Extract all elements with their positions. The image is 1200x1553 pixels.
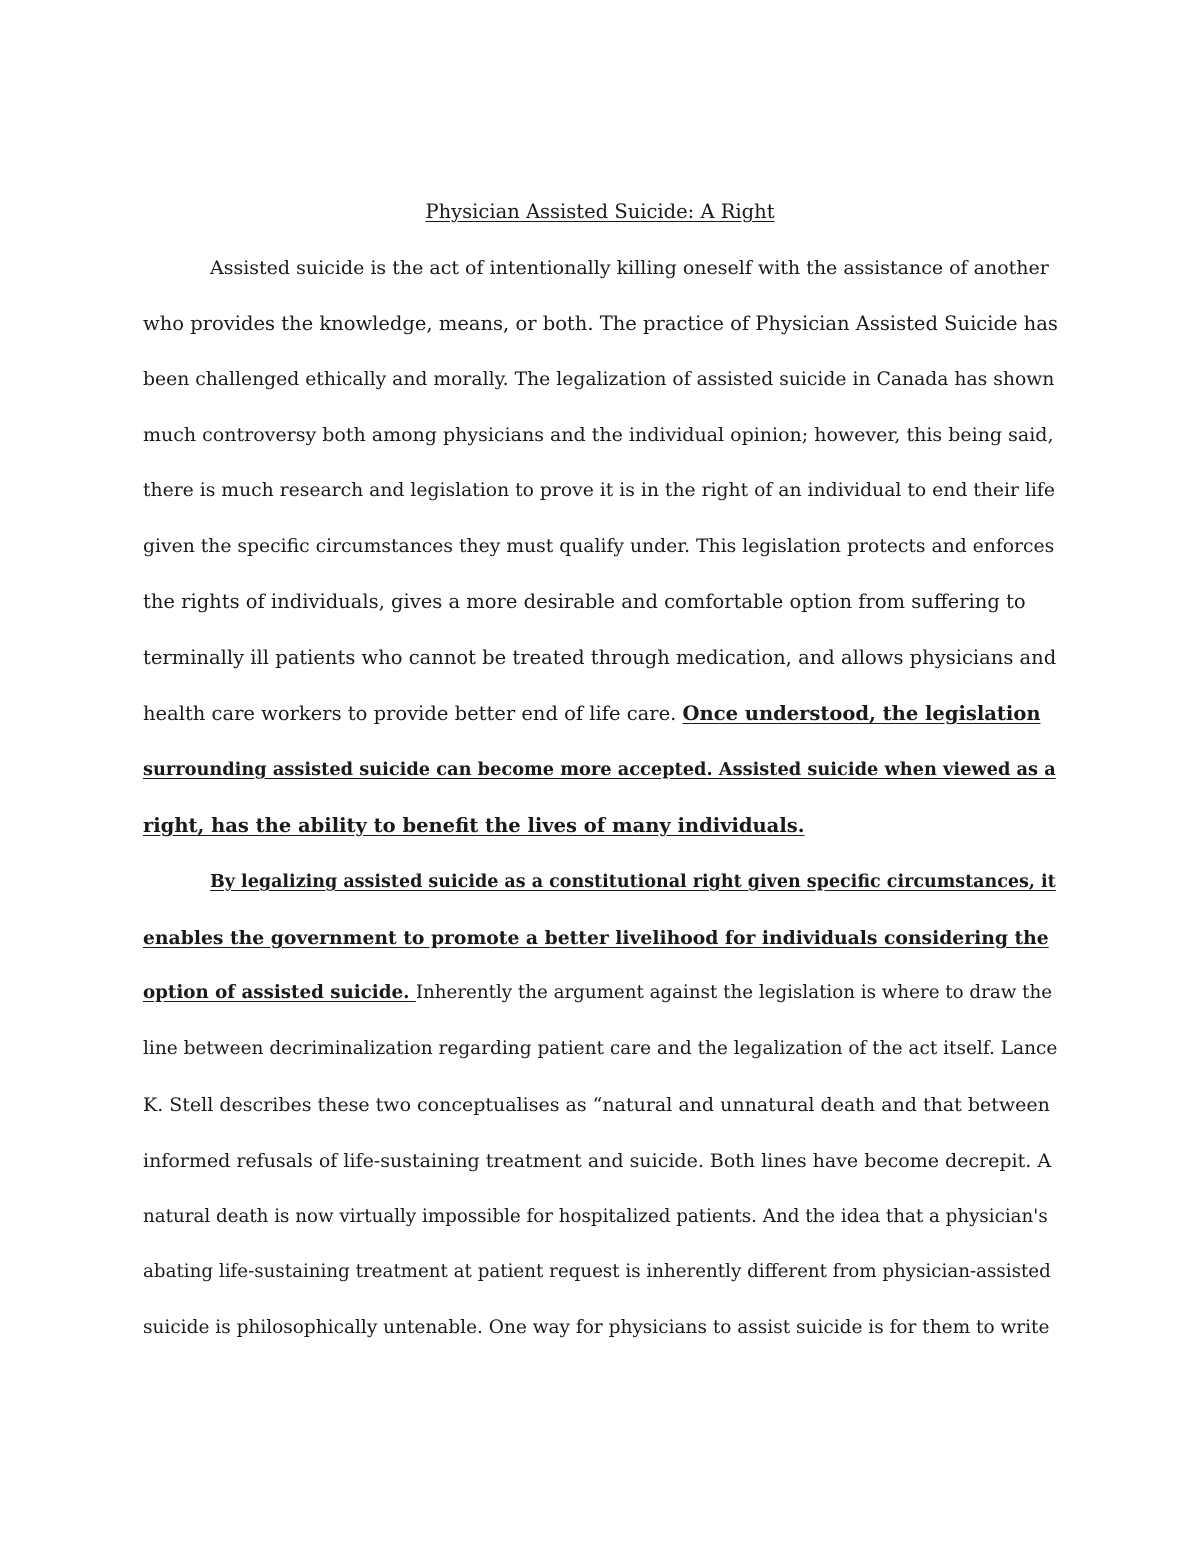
line-text: there is much research and legislation to prove it is in the right of an individual to end their life — [143, 480, 1055, 501]
document-title: Physician Assisted Suicide: A Right — [425, 200, 775, 223]
thesis-text: Once understood, the legislation — [682, 702, 1041, 725]
paragraph-line — [143, 979, 1052, 1007]
line-text: much controversy both among physicians and the individual opinion; however, this being said, — [143, 424, 1054, 446]
paragraph-line — [143, 1035, 1057, 1063]
line-text: been challenged ethically and morally. The legalization of assisted suicide in Canada has shown — [143, 369, 1055, 390]
paragraph-line — [143, 1203, 1048, 1231]
line-text: informed refusals of life-sustaining treatment and suicide. Both lines have become decrepit. A — [143, 1150, 1052, 1172]
line-text: Inherently the argument against the legislation is where to draw the — [415, 982, 1053, 1003]
paragraph-line — [143, 1091, 1050, 1119]
paragraph-line — [143, 700, 1041, 728]
paragraph-line — [143, 421, 1054, 449]
paragraph-line — [143, 1147, 1051, 1175]
topic-sentence-text: By legalizing assisted suicide as a constitutional right given specific circumstances, it — [210, 872, 1056, 892]
line-text: abating life-sustaining treatment at patient request is inherently different from physician-assisted — [143, 1261, 1051, 1282]
paragraph-line — [143, 644, 1056, 672]
line-text: line between decriminalization regarding patient care and the legalization of the act itself. Lance — [143, 1038, 1058, 1059]
topic-sentence-text: enables the government to promote a better livelihood for individuals considering the — [143, 927, 1049, 949]
paragraph-line — [143, 812, 805, 840]
topic-sentence-text: option of assisted suicide. — [143, 982, 416, 1003]
line-text: suicide is philosophically untenable. One way for physicians to assist suicide is for them to write — [143, 1317, 1050, 1338]
line-text: health care workers to provide better end of life care. — [143, 702, 683, 725]
thesis-text: surrounding assisted suicide can become more accepted. Assisted suicide when viewed as a — [143, 759, 1056, 780]
thesis-text: right, has the ability to benefit the lives of many individuals. — [143, 814, 805, 837]
paragraph-line — [210, 254, 1049, 282]
paragraph-line — [143, 533, 1054, 561]
line-text: the rights of individuals, gives a more desirable and comfortable option from suffering to — [143, 590, 1026, 613]
line-text: natural death is now virtually impossible for hospitalized patients. And the idea that a physician's — [143, 1206, 1048, 1227]
paragraph-line — [143, 924, 1049, 953]
paragraph-line — [143, 588, 1026, 616]
paragraph-line — [143, 1314, 1049, 1342]
line-text: who provides the knowledge, means, or both. The practice of Physician Assisted Suicide has — [143, 312, 1058, 335]
paragraph-line — [143, 310, 1058, 338]
paragraph-line — [210, 868, 1056, 896]
line-text: given the specific circumstances they must qualify under. This legislation protects and enforces — [143, 536, 1055, 557]
line-text: Assisted suicide is the act of intentionally killing oneself with the assistance of another — [210, 257, 1049, 279]
paragraph-line — [143, 756, 1056, 784]
paragraph-line — [143, 477, 1055, 505]
line-text: terminally ill patients who cannot be treated through medication, and allows physicians and — [143, 646, 1057, 669]
line-text: K. Stell describes these two conceptualises as “natural and unnatural death and that between — [143, 1094, 1050, 1116]
paragraph-line — [143, 1258, 1051, 1286]
paragraph-line — [143, 366, 1054, 394]
